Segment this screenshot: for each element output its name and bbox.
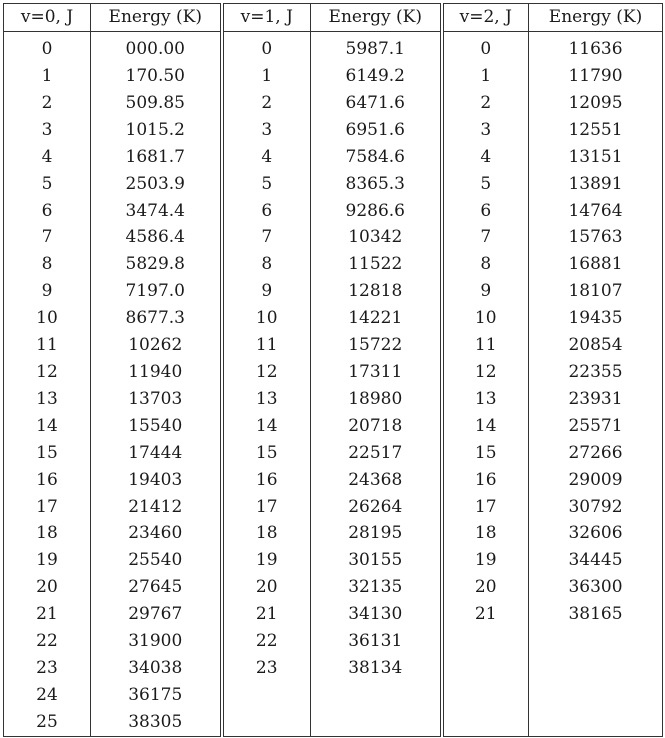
table-row bbox=[4, 494, 663, 521]
v1-j-cell: 16 bbox=[222, 467, 311, 494]
v2-energy-cell bbox=[529, 682, 663, 709]
v1-energy-cell: 8365.3 bbox=[311, 171, 442, 198]
v1-j-cell: 19 bbox=[222, 547, 311, 574]
v2-j-cell: 0 bbox=[442, 35, 529, 63]
v2-j-cell: 6 bbox=[442, 198, 529, 225]
v0-energy-cell: 38305 bbox=[91, 709, 222, 736]
v1-j-cell: 8 bbox=[222, 251, 311, 278]
v0-j-cell: 4 bbox=[4, 144, 91, 171]
v2-j-cell bbox=[442, 628, 529, 655]
v0-j-cell: 25 bbox=[4, 709, 91, 736]
v1-j-cell: 0 bbox=[222, 35, 311, 63]
v2-energy-cell: 11790 bbox=[529, 63, 663, 90]
v1-energy-cell: 9286.6 bbox=[311, 198, 442, 225]
table-row bbox=[4, 224, 663, 251]
v0-energy-cell: 27645 bbox=[91, 574, 222, 601]
v0-j-cell: 22 bbox=[4, 628, 91, 655]
table-row bbox=[4, 35, 663, 63]
table-body bbox=[4, 35, 663, 736]
v2-energy-cell: 36300 bbox=[529, 574, 663, 601]
v1-j-cell bbox=[222, 682, 311, 709]
v0-j-cell: 3 bbox=[4, 117, 91, 144]
v2-j-cell: 11 bbox=[442, 332, 529, 359]
v1-energy-cell: 7584.6 bbox=[311, 144, 442, 171]
v2-energy-cell: 32606 bbox=[529, 520, 663, 547]
v1-j-cell bbox=[222, 709, 311, 736]
v1-j-cell: 14 bbox=[222, 413, 311, 440]
v2-energy-cell bbox=[529, 655, 663, 682]
table-row bbox=[4, 359, 663, 386]
v2-energy-cell: 38165 bbox=[529, 601, 663, 628]
v1-energy-cell: 17311 bbox=[311, 359, 442, 386]
v0-energy-cell: 000.00 bbox=[91, 35, 222, 63]
v0-j-cell: 23 bbox=[4, 655, 91, 682]
v0-j-cell: 21 bbox=[4, 601, 91, 628]
table-row bbox=[4, 332, 663, 359]
table-row bbox=[4, 520, 663, 547]
table-row bbox=[4, 574, 663, 601]
table-row bbox=[4, 709, 663, 736]
v2-energy-cell: 30792 bbox=[529, 494, 663, 521]
v2-j-cell: 17 bbox=[442, 494, 529, 521]
v0-energy-cell: 15540 bbox=[91, 413, 222, 440]
v2-j-cell: 16 bbox=[442, 467, 529, 494]
v0-j-cell: 12 bbox=[4, 359, 91, 386]
v0-energy-cell: 2503.9 bbox=[91, 171, 222, 198]
energy-levels-table bbox=[3, 3, 663, 737]
v2-j-cell: 3 bbox=[442, 117, 529, 144]
v2-energy-cell: 13151 bbox=[529, 144, 663, 171]
v1-j-cell: 7 bbox=[222, 224, 311, 251]
v0-j-cell: 24 bbox=[4, 682, 91, 709]
v1-energy-cell: 34130 bbox=[311, 601, 442, 628]
v2-j-cell bbox=[442, 655, 529, 682]
v2-energy-cell: 25571 bbox=[529, 413, 663, 440]
v0-energy-cell: 23460 bbox=[91, 520, 222, 547]
v1-energy-cell: 12818 bbox=[311, 278, 442, 305]
v1-energy-cell: 18980 bbox=[311, 386, 442, 413]
v0-j-cell: 11 bbox=[4, 332, 91, 359]
v2-energy-cell: 11636 bbox=[529, 35, 663, 63]
v1-energy-cell: 6149.2 bbox=[311, 63, 442, 90]
v2-j-cell: 12 bbox=[442, 359, 529, 386]
v0-energy-cell: 19403 bbox=[91, 467, 222, 494]
v0-energy-cell: 11940 bbox=[91, 359, 222, 386]
v0-j-cell: 7 bbox=[4, 224, 91, 251]
table-row bbox=[4, 440, 663, 467]
table-row bbox=[4, 171, 663, 198]
v2-energy-cell: 23931 bbox=[529, 386, 663, 413]
v1-j-cell: 13 bbox=[222, 386, 311, 413]
v1-energy-cell: 38134 bbox=[311, 655, 442, 682]
v2-energy-cell: 18107 bbox=[529, 278, 663, 305]
v1-j-cell: 5 bbox=[222, 171, 311, 198]
v0-energy-cell: 7197.0 bbox=[91, 278, 222, 305]
v2-j-cell: 21 bbox=[442, 601, 529, 628]
v0-energy-cell: 21412 bbox=[91, 494, 222, 521]
v2-energy-cell: 29009 bbox=[529, 467, 663, 494]
v0-energy-cell: 3474.4 bbox=[91, 198, 222, 225]
v1-energy-cell: 11522 bbox=[311, 251, 442, 278]
v0-j-cell: 6 bbox=[4, 198, 91, 225]
v0-energy-cell: 25540 bbox=[91, 547, 222, 574]
v1-j-cell: 15 bbox=[222, 440, 311, 467]
v1-energy-cell: 28195 bbox=[311, 520, 442, 547]
v2-energy-cell: 14764 bbox=[529, 198, 663, 225]
v1-energy-cell: 26264 bbox=[311, 494, 442, 521]
v0-j-cell: 16 bbox=[4, 467, 91, 494]
v1-energy-cell: 6951.6 bbox=[311, 117, 442, 144]
header-v2-j: v=2, J bbox=[442, 4, 529, 32]
v0-energy-cell: 13703 bbox=[91, 386, 222, 413]
v2-energy-cell: 20854 bbox=[529, 332, 663, 359]
v0-j-cell: 0 bbox=[4, 35, 91, 63]
v2-j-cell: 8 bbox=[442, 251, 529, 278]
v1-energy-cell bbox=[311, 709, 442, 736]
v0-j-cell: 5 bbox=[4, 171, 91, 198]
v1-j-cell: 20 bbox=[222, 574, 311, 601]
v2-j-cell: 20 bbox=[442, 574, 529, 601]
v2-j-cell: 7 bbox=[442, 224, 529, 251]
v1-j-cell: 23 bbox=[222, 655, 311, 682]
table-row bbox=[4, 628, 663, 655]
v1-energy-cell: 22517 bbox=[311, 440, 442, 467]
v1-energy-cell: 6471.6 bbox=[311, 90, 442, 117]
table-row bbox=[4, 90, 663, 117]
v1-energy-cell: 14221 bbox=[311, 305, 442, 332]
v0-j-cell: 18 bbox=[4, 520, 91, 547]
table-row bbox=[4, 278, 663, 305]
table-row bbox=[4, 198, 663, 225]
v0-energy-cell: 5829.8 bbox=[91, 251, 222, 278]
v1-j-cell: 4 bbox=[222, 144, 311, 171]
header-v0-j: v=0, J bbox=[4, 4, 91, 32]
header-row bbox=[4, 4, 663, 32]
v0-energy-cell: 17444 bbox=[91, 440, 222, 467]
v2-energy-cell bbox=[529, 709, 663, 736]
v1-j-cell: 12 bbox=[222, 359, 311, 386]
v2-j-cell bbox=[442, 682, 529, 709]
v2-energy-cell: 12551 bbox=[529, 117, 663, 144]
v0-j-cell: 10 bbox=[4, 305, 91, 332]
v0-energy-cell: 29767 bbox=[91, 601, 222, 628]
header-v0-energy: Energy (K) bbox=[91, 4, 222, 32]
v0-j-cell: 20 bbox=[4, 574, 91, 601]
v0-j-cell: 17 bbox=[4, 494, 91, 521]
v1-j-cell: 21 bbox=[222, 601, 311, 628]
v1-energy-cell: 32135 bbox=[311, 574, 442, 601]
v2-j-cell: 19 bbox=[442, 547, 529, 574]
table-row bbox=[4, 655, 663, 682]
v1-j-cell: 9 bbox=[222, 278, 311, 305]
table-row bbox=[4, 251, 663, 278]
v0-energy-cell: 31900 bbox=[91, 628, 222, 655]
table-row bbox=[4, 305, 663, 332]
table-row bbox=[4, 117, 663, 144]
v1-energy-cell: 30155 bbox=[311, 547, 442, 574]
v1-energy-cell bbox=[311, 682, 442, 709]
table-row bbox=[4, 467, 663, 494]
header-v1-j: v=1, J bbox=[222, 4, 311, 32]
table-row bbox=[4, 144, 663, 171]
v2-j-cell: 2 bbox=[442, 90, 529, 117]
v0-j-cell: 15 bbox=[4, 440, 91, 467]
v0-energy-cell: 4586.4 bbox=[91, 224, 222, 251]
header-v2-energy: Energy (K) bbox=[529, 4, 663, 32]
v2-energy-cell: 22355 bbox=[529, 359, 663, 386]
v2-j-cell: 13 bbox=[442, 386, 529, 413]
v2-energy-cell: 34445 bbox=[529, 547, 663, 574]
v2-energy-cell: 13891 bbox=[529, 171, 663, 198]
v0-j-cell: 9 bbox=[4, 278, 91, 305]
v2-j-cell: 18 bbox=[442, 520, 529, 547]
energy-table-container bbox=[3, 3, 662, 735]
table-row bbox=[4, 547, 663, 574]
v0-j-cell: 1 bbox=[4, 63, 91, 90]
v0-j-cell: 19 bbox=[4, 547, 91, 574]
v0-energy-cell: 8677.3 bbox=[91, 305, 222, 332]
v0-energy-cell: 34038 bbox=[91, 655, 222, 682]
v2-j-cell: 1 bbox=[442, 63, 529, 90]
table-row bbox=[4, 682, 663, 709]
v2-energy-cell: 16881 bbox=[529, 251, 663, 278]
v1-j-cell: 3 bbox=[222, 117, 311, 144]
header-v1-energy: Energy (K) bbox=[311, 4, 442, 32]
v2-energy-cell bbox=[529, 628, 663, 655]
v1-j-cell: 10 bbox=[222, 305, 311, 332]
v0-energy-cell: 1681.7 bbox=[91, 144, 222, 171]
v1-energy-cell: 24368 bbox=[311, 467, 442, 494]
v0-energy-cell: 10262 bbox=[91, 332, 222, 359]
v1-j-cell: 2 bbox=[222, 90, 311, 117]
v1-energy-cell: 5987.1 bbox=[311, 35, 442, 63]
v2-j-cell: 10 bbox=[442, 305, 529, 332]
v1-j-cell: 17 bbox=[222, 494, 311, 521]
v1-energy-cell: 20718 bbox=[311, 413, 442, 440]
v2-energy-cell: 19435 bbox=[529, 305, 663, 332]
v0-j-cell: 8 bbox=[4, 251, 91, 278]
v0-j-cell: 2 bbox=[4, 90, 91, 117]
v2-j-cell: 4 bbox=[442, 144, 529, 171]
v2-j-cell bbox=[442, 709, 529, 736]
table-row bbox=[4, 413, 663, 440]
v0-j-cell: 14 bbox=[4, 413, 91, 440]
v2-energy-cell: 15763 bbox=[529, 224, 663, 251]
v1-j-cell: 22 bbox=[222, 628, 311, 655]
v1-energy-cell: 15722 bbox=[311, 332, 442, 359]
v2-j-cell: 14 bbox=[442, 413, 529, 440]
table-row bbox=[4, 601, 663, 628]
table-row bbox=[4, 386, 663, 413]
v2-j-cell: 15 bbox=[442, 440, 529, 467]
v2-j-cell: 5 bbox=[442, 171, 529, 198]
v2-energy-cell: 27266 bbox=[529, 440, 663, 467]
v1-j-cell: 6 bbox=[222, 198, 311, 225]
v0-energy-cell: 1015.2 bbox=[91, 117, 222, 144]
v0-energy-cell: 36175 bbox=[91, 682, 222, 709]
v0-energy-cell: 170.50 bbox=[91, 63, 222, 90]
v1-j-cell: 11 bbox=[222, 332, 311, 359]
v1-energy-cell: 10342 bbox=[311, 224, 442, 251]
table-header bbox=[4, 4, 663, 36]
v0-j-cell: 13 bbox=[4, 386, 91, 413]
v0-energy-cell: 509.85 bbox=[91, 90, 222, 117]
v2-energy-cell: 12095 bbox=[529, 90, 663, 117]
v1-energy-cell: 36131 bbox=[311, 628, 442, 655]
v2-j-cell: 9 bbox=[442, 278, 529, 305]
v1-j-cell: 1 bbox=[222, 63, 311, 90]
v1-j-cell: 18 bbox=[222, 520, 311, 547]
table-row bbox=[4, 63, 663, 90]
